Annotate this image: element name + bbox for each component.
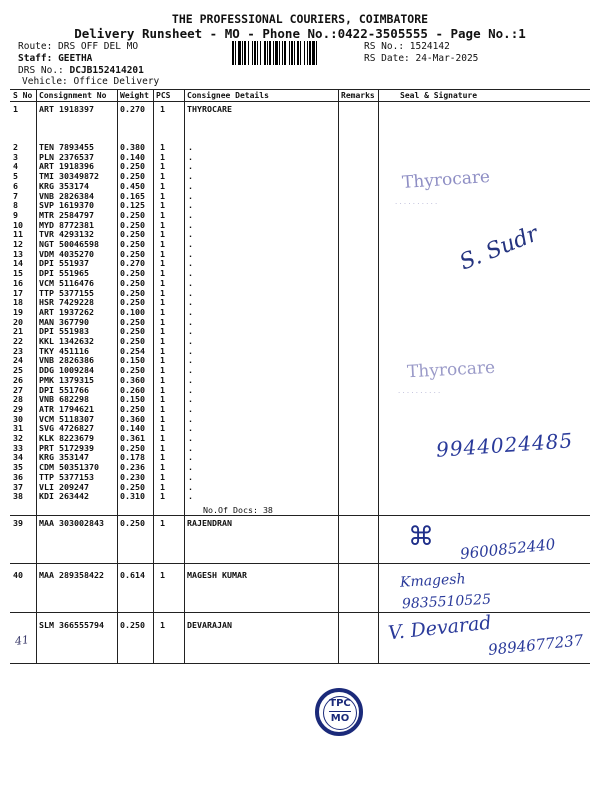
weight-cell: 0.310 xyxy=(120,491,145,502)
row-divider-40 xyxy=(10,612,590,613)
consignment-cell: VCM 5116476 xyxy=(39,277,94,288)
weight-cell: 0.250 xyxy=(120,277,145,288)
weight-cell: 0.150 xyxy=(120,394,145,405)
pcs-cell: 1 xyxy=(160,306,165,317)
weight-cell: 0.250 xyxy=(120,518,145,528)
consignment-cell: PRT 5172939 xyxy=(39,442,94,453)
staff-name: GEETHA xyxy=(58,53,93,64)
consignee-cell: . xyxy=(188,190,193,201)
sno-cell: 27 xyxy=(13,384,23,395)
sno-cell: 37 xyxy=(13,481,23,492)
weight-cell: 0.250 xyxy=(120,287,145,298)
col-divider xyxy=(153,89,154,663)
consignment-cell: CDM 50351370 xyxy=(39,462,99,473)
sno-cell: 7 xyxy=(13,190,18,201)
sno-cell: 25 xyxy=(13,365,23,376)
barcode-bar xyxy=(273,41,274,65)
pcs-cell: 1 xyxy=(160,355,165,366)
sno-cell: 33 xyxy=(13,442,23,453)
weight-cell: 0.250 xyxy=(120,326,145,337)
sno-cell: 19 xyxy=(13,306,23,317)
pcs-cell: 1 xyxy=(160,620,165,630)
phone-rajendran: 9600852440 xyxy=(459,535,557,563)
pcs-cell: 1 xyxy=(160,345,165,356)
sno-cell: 14 xyxy=(13,258,23,269)
weight-cell: 0.250 xyxy=(120,481,145,492)
weight-cell: 0.125 xyxy=(120,200,145,211)
consignee-cell: . xyxy=(188,462,193,473)
sno-cell: 36 xyxy=(13,471,23,482)
sno-cell: 12 xyxy=(13,239,23,249)
consignee-cell: . xyxy=(188,433,193,443)
sno-cell: 9 xyxy=(13,209,18,220)
pcs-cell: 1 xyxy=(160,316,165,327)
consignee-cell: . xyxy=(188,209,193,220)
barcode-bar xyxy=(269,41,271,65)
stamp-divider xyxy=(329,711,351,712)
pcs-cell: 1 xyxy=(160,200,165,211)
consignment-cell: TMI 30349872 xyxy=(39,171,99,182)
barcode-bar xyxy=(279,41,280,65)
pcs-cell: 1 xyxy=(160,491,165,502)
barcode-bar xyxy=(252,41,253,65)
consignment-cell: VCM 5118307 xyxy=(39,413,94,424)
consignment-cell: VDM 4035270 xyxy=(39,248,94,259)
pcs-cell: 1 xyxy=(160,462,165,473)
consignment-cell: KLK 8223679 xyxy=(39,433,94,443)
weight-cell: 0.178 xyxy=(120,452,145,463)
sno-cell: 26 xyxy=(13,374,23,385)
consignment-cell: VLI 209247 xyxy=(39,481,89,492)
weight-cell: 0.250 xyxy=(120,316,145,327)
barcode-bar xyxy=(238,41,241,65)
weight-cell: 0.250 xyxy=(120,219,145,230)
barcode-bar xyxy=(304,41,305,65)
consignment-cell: KRG 353147 xyxy=(39,452,89,463)
consignment-cell: MAA 289358422 xyxy=(39,570,104,580)
signature-1: S. Sudr xyxy=(456,221,542,276)
sno-cell: 13 xyxy=(13,248,23,259)
consignment-cell: ART 1918396 xyxy=(39,161,94,172)
consignee-cell: . xyxy=(188,471,193,482)
sno-cell: 11 xyxy=(13,229,23,240)
sno-cell: 3 xyxy=(13,151,18,162)
consignee-cell: DEVARAJAN xyxy=(187,620,232,630)
weight-cell: 0.614 xyxy=(120,570,145,580)
margin-mark: 41 xyxy=(14,633,30,648)
weight-cell: 0.360 xyxy=(120,413,145,424)
pcs-cell: 1 xyxy=(160,452,165,463)
consignee-cell: . xyxy=(188,394,193,405)
weight-cell: 0.450 xyxy=(120,180,145,191)
docs-count: No.Of Docs: 38 xyxy=(203,505,273,515)
pcs-cell: 1 xyxy=(160,365,165,376)
phone-devarajan: 9894677237 xyxy=(487,631,585,659)
barcode-bar xyxy=(260,41,261,65)
barcode-bar xyxy=(289,41,290,65)
consignee-cell: RAJENDRAN xyxy=(187,518,232,528)
consignment-cell: KKL 1342632 xyxy=(39,336,94,346)
consignee-cell: THYROCARE xyxy=(187,104,232,114)
barcode-bar xyxy=(244,41,246,65)
weight-cell: 0.140 xyxy=(120,423,145,434)
consignment-cell: DPI 551937 xyxy=(39,258,89,269)
consignment-cell: DDG 1009284 xyxy=(39,365,94,376)
signature-rajendran: ⌘ xyxy=(408,522,434,552)
consignment-cell: ART 1918397 xyxy=(39,104,94,114)
consignee-cell: . xyxy=(188,345,193,356)
drs-number: DCJB152414201 xyxy=(69,65,144,76)
pcs-cell: 1 xyxy=(160,209,165,220)
phone-magesh: 9835510525 xyxy=(401,591,492,613)
consignee-cell: . xyxy=(188,481,193,492)
pcs-cell: 1 xyxy=(160,403,165,414)
sno-cell: 16 xyxy=(13,277,23,288)
sno-cell: 30 xyxy=(13,413,23,424)
weight-cell: 0.250 xyxy=(120,336,145,346)
thyrocare-seal-2: Thyrocare xyxy=(406,357,496,383)
consignment-cell: ART 1937262 xyxy=(39,306,94,317)
barcode-bar xyxy=(300,41,301,65)
consignee-cell: . xyxy=(188,229,193,240)
consignment-cell: DPI 551983 xyxy=(39,326,89,337)
col-header-sno: S No xyxy=(13,91,33,100)
col-header-consignment: Consignment No xyxy=(39,91,107,100)
col-divider xyxy=(184,89,185,663)
consignee-cell: . xyxy=(188,268,193,279)
consignee-cell: . xyxy=(188,151,193,162)
barcode-bar xyxy=(294,41,295,65)
col-divider xyxy=(117,89,118,663)
weight-cell: 0.236 xyxy=(120,462,145,473)
sno-cell: 28 xyxy=(13,394,23,405)
consignment-cell: KDI 263442 xyxy=(39,491,89,502)
seal-faint-text: . . . . . . . . . . xyxy=(395,198,438,206)
consignment-cell: TVR 4293132 xyxy=(39,229,94,240)
weight-cell: 0.250 xyxy=(120,161,145,172)
consignment-cell: HSR 7429228 xyxy=(39,297,94,308)
route-label: Route: DRS OFF DEL MO xyxy=(18,41,139,52)
pcs-cell: 1 xyxy=(160,336,165,346)
weight-cell: 0.165 xyxy=(120,190,145,201)
weight-cell: 0.260 xyxy=(120,384,145,395)
phone-handwritten-1: 9944024485 xyxy=(435,428,574,462)
consignee-cell: . xyxy=(188,171,193,182)
consignee-cell: MAGESH KUMAR xyxy=(187,570,247,580)
weight-cell: 0.250 xyxy=(120,229,145,240)
barcode-bar xyxy=(312,41,315,65)
barcode-bar xyxy=(254,41,256,65)
stamp-inner xyxy=(323,696,357,730)
sno-cell: 10 xyxy=(13,219,23,230)
stamp-bottom: MO xyxy=(330,713,350,724)
weight-cell: 0.250 xyxy=(120,297,145,308)
sno-cell: 29 xyxy=(13,403,23,414)
col-divider xyxy=(36,89,37,663)
barcode-bar xyxy=(316,41,317,65)
consignment-cell: DPI 551766 xyxy=(39,384,89,395)
consignment-cell: VNB 2826384 xyxy=(39,190,94,201)
barcode-bar xyxy=(307,41,308,65)
consignment-cell: MTR 2584797 xyxy=(39,209,94,220)
pcs-cell: 1 xyxy=(160,180,165,191)
weight-cell: 0.250 xyxy=(120,365,145,376)
sno-cell: 15 xyxy=(13,268,23,279)
row-divider-39 xyxy=(10,563,590,564)
sno-cell: 34 xyxy=(13,452,23,463)
pcs-cell: 1 xyxy=(160,171,165,182)
col-header-remarks: Remarks xyxy=(341,91,375,100)
sno-cell: 24 xyxy=(13,355,23,366)
pcs-cell: 1 xyxy=(160,481,165,492)
sno-cell: 32 xyxy=(13,433,23,443)
consignment-cell: NGT 50046598 xyxy=(39,239,99,249)
pcs-cell: 1 xyxy=(160,248,165,259)
pcs-cell: 1 xyxy=(160,287,165,298)
barcode xyxy=(232,41,356,65)
rs-number: RS No.: 1524142 xyxy=(364,41,450,52)
pcs-cell: 1 xyxy=(160,394,165,405)
company-name: THE PROFESSIONAL COURIERS, COIMBATORE xyxy=(171,12,429,26)
pcs-cell: 1 xyxy=(160,258,165,269)
pcs-cell: 1 xyxy=(160,413,165,424)
pcs-cell: 1 xyxy=(160,297,165,308)
sno-cell: 22 xyxy=(13,336,23,346)
barcode-bar xyxy=(257,41,258,65)
col-divider xyxy=(378,89,379,663)
pcs-cell: 1 xyxy=(160,239,165,249)
weight-cell: 0.250 xyxy=(120,403,145,414)
consignment-cell: ATR 1794621 xyxy=(39,403,94,414)
weight-cell: 0.380 xyxy=(120,142,145,152)
consignee-cell: . xyxy=(188,442,193,453)
sno-cell: 2 xyxy=(13,142,18,152)
staff-line xyxy=(18,53,92,64)
consignee-cell: . xyxy=(188,161,193,172)
weight-cell: 0.361 xyxy=(120,433,145,443)
consignment-cell: SLM 366555794 xyxy=(39,620,104,630)
consignee-cell: . xyxy=(188,384,193,395)
signature-devarajan: V. Devarad xyxy=(387,611,493,645)
consignee-cell: . xyxy=(188,326,193,337)
sno-cell: 23 xyxy=(13,345,23,356)
sno-cell: 21 xyxy=(13,326,23,337)
barcode-bar xyxy=(297,41,299,65)
pcs-cell: 1 xyxy=(160,161,165,172)
weight-cell: 0.254 xyxy=(120,345,145,356)
pcs-cell: 1 xyxy=(160,104,165,114)
barcode-bar xyxy=(275,41,278,65)
runsheet-title: Delivery Runsheet - MO - Phone No.:0422-3505555 - Page No.:1 xyxy=(74,26,526,41)
weight-cell: 0.250 xyxy=(120,268,145,279)
drs-label: DRS No.: xyxy=(18,65,64,76)
pcs-cell: 1 xyxy=(160,190,165,201)
consignee-cell: . xyxy=(188,423,193,434)
sno-cell: 4 xyxy=(13,161,18,172)
consignee-cell: . xyxy=(188,287,193,298)
vehicle-label: Vehicle: Office Delivery xyxy=(22,76,160,87)
consignment-cell: PLN 2376537 xyxy=(39,151,94,162)
consignee-cell: . xyxy=(188,239,193,249)
rs-date: RS Date: 24-Mar-2025 xyxy=(364,53,479,64)
barcode-bar xyxy=(282,41,283,65)
weight-cell: 0.250 xyxy=(120,620,145,630)
consignment-cell: SVP 1619370 xyxy=(39,200,94,211)
consignment-cell: MYD 8772381 xyxy=(39,219,94,230)
barcode-bar xyxy=(267,41,268,65)
pcs-cell: 1 xyxy=(160,277,165,288)
staff-label: Staff: xyxy=(18,53,53,64)
barcode-bar xyxy=(235,41,236,65)
weight-cell: 0.150 xyxy=(120,355,145,366)
table-bottom-border xyxy=(10,663,590,664)
consignee-cell: . xyxy=(188,403,193,414)
consignee-cell: . xyxy=(188,355,193,366)
weight-cell: 0.140 xyxy=(120,151,145,162)
stamp-top: TPC xyxy=(329,698,351,709)
consignment-cell: SVG 4726827 xyxy=(39,423,94,434)
col-header-weight: Weight xyxy=(120,91,149,100)
col-header-consignee: Consignee Details xyxy=(187,91,269,100)
weight-cell: 0.100 xyxy=(120,306,145,317)
consignee-cell: . xyxy=(188,306,193,317)
sno-cell: 40 xyxy=(13,570,23,580)
consignment-cell: KRG 353174 xyxy=(39,180,89,191)
sno-cell: 6 xyxy=(13,180,18,191)
consignee-cell: . xyxy=(188,277,193,288)
table-header-border xyxy=(10,101,590,102)
col-header-pcs: PCS xyxy=(156,91,171,100)
weight-cell: 0.250 xyxy=(120,248,145,259)
pcs-cell: 1 xyxy=(160,423,165,434)
drs-line xyxy=(18,65,144,76)
table-top-border xyxy=(10,89,590,90)
sno-cell: 17 xyxy=(13,287,23,298)
consignee-cell: . xyxy=(188,142,193,152)
consignment-cell: PMK 1379315 xyxy=(39,374,94,385)
consignment-cell: MAA 303002843 xyxy=(39,518,104,528)
consignee-cell: . xyxy=(188,200,193,211)
sno-cell: 31 xyxy=(13,423,23,434)
pcs-cell: 1 xyxy=(160,374,165,385)
barcode-bar xyxy=(248,41,249,65)
pcs-cell: 1 xyxy=(160,229,165,240)
weight-cell: 0.250 xyxy=(120,239,145,249)
consignee-cell: . xyxy=(188,491,193,502)
pcs-cell: 1 xyxy=(160,442,165,453)
barcode-bar xyxy=(284,41,286,65)
pcs-cell: 1 xyxy=(160,471,165,482)
consignment-cell: VNB 682298 xyxy=(39,394,89,405)
pcs-cell: 1 xyxy=(160,151,165,162)
weight-cell: 0.250 xyxy=(120,442,145,453)
consignee-cell: . xyxy=(188,258,193,269)
consignee-cell: . xyxy=(188,365,193,376)
weight-cell: 0.270 xyxy=(120,258,145,269)
consignee-cell: . xyxy=(188,374,193,385)
pcs-cell: 1 xyxy=(160,518,165,528)
signature-magesh: Kmagesh xyxy=(399,571,466,591)
sno-cell: 35 xyxy=(13,462,23,473)
consignee-cell: . xyxy=(188,297,193,308)
col-divider xyxy=(338,89,339,663)
barcode-bar xyxy=(309,41,311,65)
pcs-cell: 1 xyxy=(160,433,165,443)
sno-cell: 20 xyxy=(13,316,23,327)
consignee-cell: . xyxy=(188,336,193,346)
consignment-cell: TTP 5377155 xyxy=(39,287,94,298)
consignee-cell: . xyxy=(188,316,193,327)
sno-cell: 38 xyxy=(13,491,23,502)
pcs-cell: 1 xyxy=(160,219,165,230)
sno-cell: 1 xyxy=(13,104,18,114)
sno-cell: 39 xyxy=(13,518,23,528)
tpc-stamp xyxy=(315,688,363,736)
pcs-cell: 1 xyxy=(160,268,165,279)
consignment-cell: VNB 2826386 xyxy=(39,355,94,366)
weight-cell: 0.270 xyxy=(120,104,145,114)
weight-cell: 0.250 xyxy=(120,209,145,220)
seal-faint-text: . . . . . . . . . . xyxy=(398,387,441,395)
consignment-cell: TTP 5377153 xyxy=(39,471,94,482)
consignment-cell: TKY 451116 xyxy=(39,345,89,356)
col-header-seal: Seal & Signature xyxy=(400,91,478,100)
sno-cell: 5 xyxy=(13,171,18,182)
consignee-cell: . xyxy=(188,219,193,230)
consignment-cell: TEN 7893455 xyxy=(39,142,94,152)
weight-cell: 0.250 xyxy=(120,171,145,182)
consignee-cell: . xyxy=(188,413,193,424)
group-divider xyxy=(10,515,590,516)
consignee-cell: . xyxy=(188,452,193,463)
consignee-cell: . xyxy=(188,180,193,191)
weight-cell: 0.360 xyxy=(120,374,145,385)
thyrocare-seal-1: Thyrocare xyxy=(401,166,491,194)
weight-cell: 0.230 xyxy=(120,471,145,482)
barcode-bar xyxy=(264,41,266,65)
consignment-cell: DPI 551965 xyxy=(39,268,89,279)
consignee-cell: . xyxy=(188,248,193,259)
pcs-cell: 1 xyxy=(160,326,165,337)
barcode-bar xyxy=(232,41,234,65)
barcode-bar xyxy=(291,41,293,65)
sno-cell: 8 xyxy=(13,200,18,211)
barcode-bar xyxy=(242,41,243,65)
consignment-cell: MAN 367790 xyxy=(39,316,89,327)
pcs-cell: 1 xyxy=(160,142,165,152)
sno-cell: 18 xyxy=(13,297,23,308)
pcs-cell: 1 xyxy=(160,384,165,395)
pcs-cell: 1 xyxy=(160,570,165,580)
